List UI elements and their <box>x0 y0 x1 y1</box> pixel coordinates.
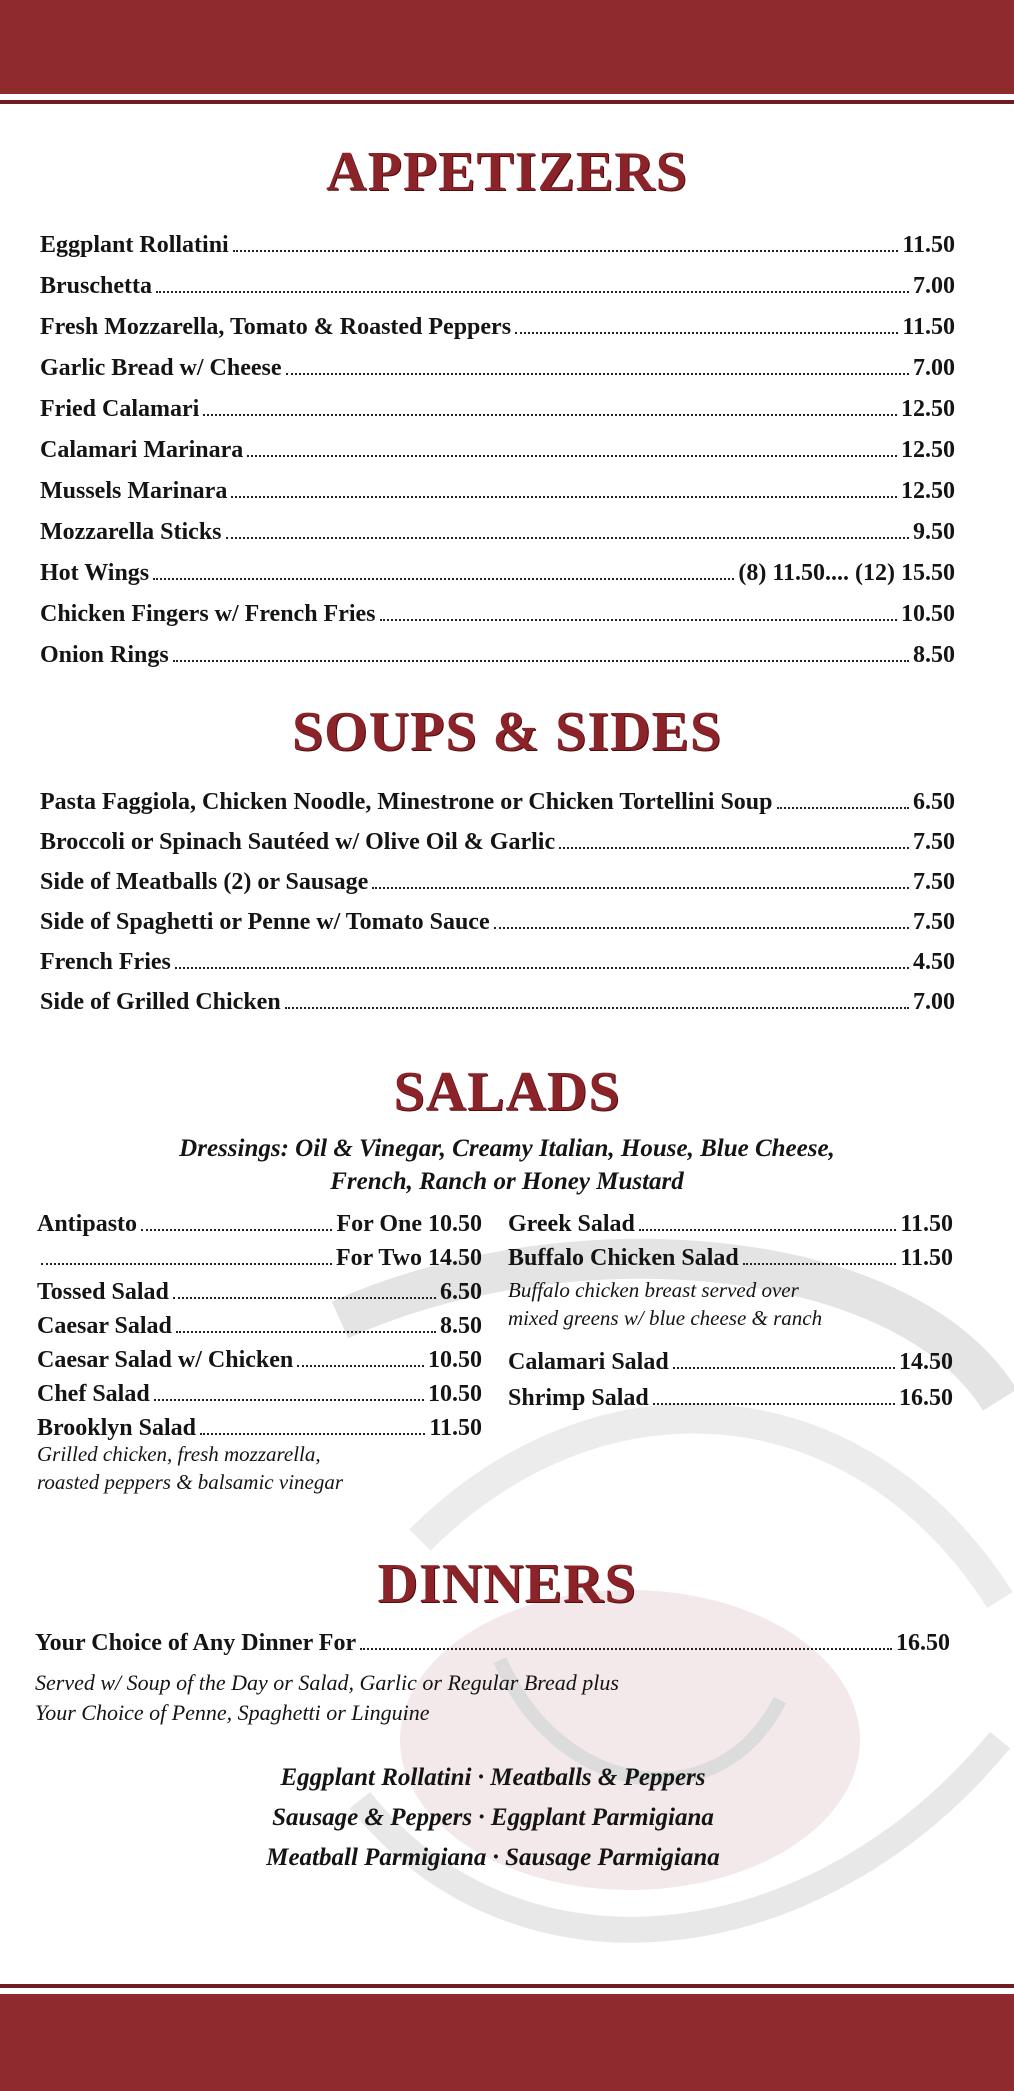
leader-dots <box>743 1263 897 1265</box>
menu-item-row <box>37 1204 482 1238</box>
item-price: 12.50 <box>901 396 955 422</box>
menu-item-row <box>40 300 955 341</box>
menu-item-row <box>40 856 955 896</box>
salads-left-column <box>37 1204 482 1442</box>
dinner-choice-line: Meatball Parmigiana · Sausage Parmigiana <box>266 1844 720 1871</box>
leader-dots <box>494 927 909 929</box>
menu-item-row <box>40 936 955 976</box>
leader-dots <box>360 1648 892 1650</box>
top-rule <box>0 100 1014 104</box>
item-price: 7.50 <box>913 829 955 855</box>
salads-right-column <box>508 1204 953 1272</box>
item-name: Caesar Salad <box>37 1313 172 1339</box>
item-price: 4.50 <box>913 949 955 975</box>
item-name: Chicken Fingers w/ French Fries <box>40 601 376 627</box>
leader-dots <box>200 1433 425 1435</box>
menu-item-row <box>40 423 955 464</box>
leader-dots <box>653 1403 895 1405</box>
item-name: Mussels Marinara <box>40 478 228 504</box>
leader-dots <box>286 373 909 375</box>
leader-dots <box>226 537 909 539</box>
item-price: 7.00 <box>913 273 955 299</box>
item-name: Brooklyn Salad <box>37 1415 196 1441</box>
item-name: French Fries <box>40 949 171 975</box>
buffalo-desc-line-2: mixed greens w/ blue cheese & ranch <box>508 1306 823 1330</box>
item-name: Calamari Salad <box>508 1349 669 1375</box>
item-name: Tossed Salad <box>37 1279 169 1305</box>
salad-dressings <box>0 1132 1014 1198</box>
item-name: Fresh Mozzarella, Tomato & Roasted Peppers <box>40 314 512 340</box>
leader-dots <box>639 1229 896 1231</box>
menu-item-row <box>37 1340 482 1374</box>
menu-item-row <box>37 1374 482 1408</box>
leader-dots <box>154 1399 424 1401</box>
leader-dots <box>141 1229 332 1231</box>
soups-sides-list <box>40 776 955 1016</box>
soups-sides-heading: SOUPS & SIDES <box>291 701 723 763</box>
item-name: Broccoli or Spinach Sautéed w/ Olive Oil & Garlic <box>40 829 556 855</box>
dinner-desc-line-2: Your Choice of Penne, Spaghetti or Linguine <box>35 1700 430 1725</box>
menu-item-row <box>40 382 955 423</box>
item-name: Mozzarella Sticks <box>40 519 222 545</box>
dinner-desc-line-1: Served w/ Soup of the Day or Salad, Garlic or Regular Bread plus <box>35 1670 619 1695</box>
bottom-rule <box>0 1984 1014 1988</box>
menu-item-row <box>40 341 955 382</box>
item-price: 8.50 <box>913 642 955 668</box>
item-price: 11.50 <box>902 314 955 340</box>
menu-item-row <box>37 1408 482 1442</box>
leader-dots <box>285 1007 909 1009</box>
item-price: 16.50 <box>896 1630 950 1656</box>
item-name: Side of Spaghetti or Penne w/ Tomato Sauce <box>40 909 490 935</box>
menu-item-row <box>40 816 955 856</box>
item-price: For Two 14.50 <box>335 1245 482 1271</box>
item-price: 11.50 <box>902 232 955 258</box>
item-name: Hot Wings <box>40 560 150 586</box>
item-name: Antipasto <box>37 1211 138 1237</box>
item-name: Shrimp Salad <box>508 1385 649 1411</box>
leader-dots <box>173 1297 436 1299</box>
menu-item-row <box>40 505 955 546</box>
menu-item-row <box>37 1306 482 1340</box>
menu-item-row <box>508 1340 953 1376</box>
item-name: Fried Calamari <box>40 396 200 422</box>
buffalo-desc-line-1: Buffalo chicken breast served over <box>508 1278 799 1302</box>
item-price: 11.50 <box>900 1245 953 1271</box>
item-price: 10.50 <box>428 1347 482 1373</box>
menu-item-row <box>508 1238 953 1272</box>
item-price: 6.50 <box>913 789 955 815</box>
item-price: 9.50 <box>913 519 955 545</box>
leader-dots <box>153 578 734 580</box>
item-price: 11.50 <box>900 1211 953 1237</box>
item-name: Your Choice of Any Dinner For <box>35 1630 357 1656</box>
menu-item-row <box>40 976 955 1016</box>
item-name: Calamari Marinara <box>40 437 244 463</box>
leader-dots <box>231 496 897 498</box>
item-price: 7.00 <box>913 989 955 1015</box>
item-price: 12.50 <box>901 437 955 463</box>
item-name: Eggplant Rollatini <box>40 232 229 258</box>
dressings-line-2: French, Ranch or Honey Mustard <box>330 1168 684 1195</box>
leader-dots <box>297 1365 424 1367</box>
dinners-heading: DINNERS <box>377 1553 637 1615</box>
item-name: Chef Salad <box>37 1381 150 1407</box>
dinner-choices-list <box>0 1758 986 1878</box>
item-name: Greek Salad <box>508 1211 635 1237</box>
leader-dots <box>41 1263 332 1265</box>
item-name: Caesar Salad w/ Chicken <box>37 1347 294 1373</box>
item-price: 6.50 <box>440 1279 482 1305</box>
item-name: Onion Rings <box>40 642 169 668</box>
item-price: (8) 11.50.... (12) 15.50 <box>738 560 955 586</box>
dressings-line-1: Dressings: Oil & Vinegar, Creamy Italian, House, Blue Cheese, <box>179 1135 835 1162</box>
item-price: 7.50 <box>913 909 955 935</box>
brooklyn-desc-line-1: Grilled chicken, fresh mozzarella, <box>37 1442 321 1466</box>
dinner-description <box>35 1668 619 1728</box>
leader-dots <box>233 250 899 252</box>
leader-dots <box>380 619 897 621</box>
item-price: 16.50 <box>899 1385 953 1411</box>
brooklyn-salad-description <box>37 1440 343 1496</box>
item-price: 7.00 <box>913 355 955 381</box>
top-banner <box>0 0 1014 94</box>
menu-item-row <box>508 1376 953 1412</box>
item-name: Side of Meatballs (2) or Sausage <box>40 869 369 895</box>
menu-item-row <box>37 1238 482 1272</box>
menu-item-row <box>40 587 955 628</box>
leader-dots <box>673 1367 895 1369</box>
menu-item-row <box>40 259 955 300</box>
leader-dots <box>173 660 909 662</box>
item-price: 8.50 <box>440 1313 482 1339</box>
menu-item-row <box>40 546 955 587</box>
brooklyn-desc-line-2: roasted peppers & balsamic vinegar <box>37 1470 344 1494</box>
menu-item-row <box>40 628 955 669</box>
dinner-choice-row <box>35 1630 950 1657</box>
dinner-choice-line: Sausage & Peppers · Eggplant Parmigiana <box>272 1804 714 1831</box>
item-name: Side of Grilled Chicken <box>40 989 281 1015</box>
item-name: Bruschetta <box>40 273 152 299</box>
menu-item-row <box>40 218 955 259</box>
salads-right-column-2 <box>508 1340 953 1412</box>
leader-dots <box>176 1331 436 1333</box>
item-name: Pasta Faggiola, Chicken Noodle, Minestrone or Chicken Tortellini Soup <box>40 789 773 815</box>
menu-item-row <box>37 1272 482 1306</box>
item-name: Buffalo Chicken Salad <box>508 1245 739 1271</box>
item-price: 11.50 <box>429 1415 482 1441</box>
bottom-banner <box>0 1994 1014 2091</box>
leader-dots <box>156 291 909 293</box>
appetizers-heading: APPETIZERS <box>326 141 688 203</box>
appetizers-list <box>40 218 955 669</box>
leader-dots <box>203 414 897 416</box>
item-name: Garlic Bread w/ Cheese <box>40 355 282 381</box>
menu-item-row <box>40 896 955 936</box>
buffalo-salad-description <box>508 1276 822 1332</box>
item-price: 7.50 <box>913 869 955 895</box>
item-price: For One 10.50 <box>336 1211 482 1237</box>
leader-dots <box>559 847 909 849</box>
leader-dots <box>777 807 909 809</box>
menu-item-row <box>40 776 955 816</box>
salads-heading: SALADS <box>393 1061 621 1123</box>
item-price: 10.50 <box>428 1381 482 1407</box>
leader-dots <box>515 332 898 334</box>
item-price: 12.50 <box>901 478 955 504</box>
leader-dots <box>372 887 909 889</box>
menu-item-row <box>508 1204 953 1238</box>
menu-item-row <box>40 464 955 505</box>
dinner-choice-line: Eggplant Rollatini · Meatballs & Peppers <box>280 1764 706 1791</box>
leader-dots <box>247 455 897 457</box>
item-price: 10.50 <box>901 601 955 627</box>
dinner-main-row <box>35 1630 950 1657</box>
item-price: 14.50 <box>899 1349 953 1375</box>
leader-dots <box>175 967 909 969</box>
